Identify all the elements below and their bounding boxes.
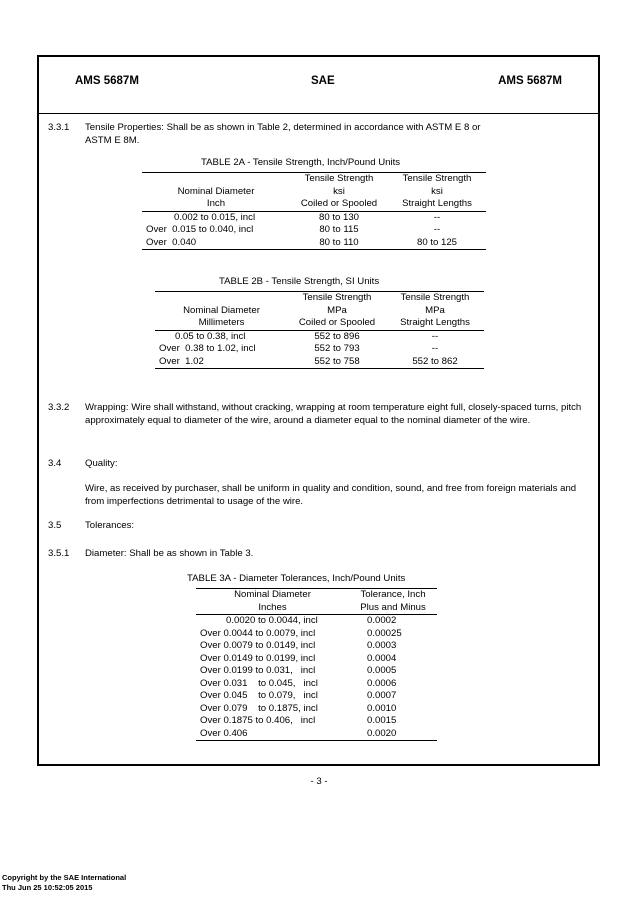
table-row: 0.0020 to 0.0044, incl 0.0002 [226, 615, 397, 626]
table-header-row: Tensile Strength Tensile Strength [155, 292, 484, 305]
table-row: Over 0.0079 to 0.0149, incl 0.0003 [200, 640, 397, 651]
table-row: Over 0.0199 to 0.031, incl 0.0005 [200, 665, 397, 676]
table-2b [155, 291, 484, 369]
section-3-5-number: 3.5 [48, 520, 62, 531]
table-2a-caption: TABLE 2A - Tensile Strength, Inch/Pound Units [201, 157, 401, 168]
table-row: Over 0.1875 to 0.406, incl 0.0015 [200, 715, 397, 726]
section-3-3-1-text-line1: Tensile Properties: Shall be as shown in Table 2, determined in accordance with ASTM E 8 or [85, 122, 481, 133]
table-row: Over 0.031 to 0.045, incl 0.0006 [200, 677, 397, 689]
section-3-3-2-number: 3.3.2 [48, 402, 70, 413]
table-header-row: Nominal Diameter MPa MPa [183, 304, 445, 316]
table-2b-caption: TABLE 2B - Tensile Strength, SI Units [219, 276, 380, 287]
table-row: Over 0.406 0.0020 [196, 728, 437, 741]
section-3-3-1-number: 3.3.1 [48, 122, 70, 133]
table-header-row: Inch Coiled or Spooled Straight Lengths [142, 198, 486, 211]
table-3a-caption: TABLE 3A - Diameter Tolerances, Inch/Pound Units [187, 573, 406, 584]
table-row: Over 0.079 to 0.1875, incl 0.0010 [200, 702, 397, 714]
page-header [39, 57, 598, 114]
section-3-5-title: Tolerances: [85, 520, 135, 531]
section-3-4-title: Quality: [85, 458, 118, 469]
timestamp-line: Thu Jun 25 10:52:05 2015 [2, 883, 93, 892]
section-3-5-1-text: Diameter: Shall be as shown in Table 3. [85, 548, 254, 559]
header-right: AMS 5687M [498, 75, 562, 87]
table-2a [142, 172, 486, 250]
table-header-row: Nominal Diameter ksi ksi [177, 185, 443, 197]
section-3-4-number: 3.4 [48, 458, 62, 469]
table-header-row: Nominal Diameter Tolerance, Inch [196, 589, 437, 602]
header-left: AMS 5687M [75, 75, 139, 87]
table-row: 0.05 to 0.38, incl 552 to 896 -- [175, 330, 439, 342]
table-row: Over 1.02 552 to 758 552 to 862 [155, 356, 484, 369]
table-row: Over 0.015 to 0.040, incl 80 to 115 -- [146, 224, 441, 235]
section-3-3-2-text: Wrapping: Wire shall withstand, without cracking, wrapping at room temperature eight full, closely-spaced turns, pitch approximately equal to diameter of the wire, around a diameter equal to the nominal diameter of the wire. [85, 402, 582, 426]
header-center: SAE [311, 75, 335, 87]
section-3-3-1-text-line2: ASTM E 8M. [85, 135, 140, 146]
copyright-line: Copyright by the SAE International [2, 873, 127, 882]
copyright-notice [2, 873, 126, 893]
table-row: Over 0.38 to 1.02, incl 552 to 793 -- [159, 343, 439, 354]
section-3-4-text: Wire, as received by purchaser, shall be uniform in quality and condition, sound, and free from foreign materials and from imperfections detrimental to usage of the wire. [85, 483, 577, 507]
page-number: - 3 - [310, 776, 328, 787]
section-3-5-1-number: 3.5.1 [48, 548, 70, 559]
table-row: Over 0.045 to 0.079, incl 0.0007 [200, 690, 397, 701]
table-row: Over 0.0149 to 0.0199, incl 0.0004 [200, 652, 397, 664]
table-row: Over 0.040 80 to 110 80 to 125 [142, 237, 486, 250]
table-row: 0.002 to 0.015, incl 80 to 130 -- [174, 211, 441, 223]
table-header-row: Millimeters Coiled or Spooled Straight Lengths [155, 317, 484, 330]
table-header-row: Inches Plus and Minus [196, 602, 437, 615]
table-row: Over 0.0044 to 0.0079, incl 0.00025 [200, 627, 402, 639]
table-header-row: Tensile Strength Tensile Strength [142, 173, 486, 186]
table-3a [196, 588, 437, 741]
